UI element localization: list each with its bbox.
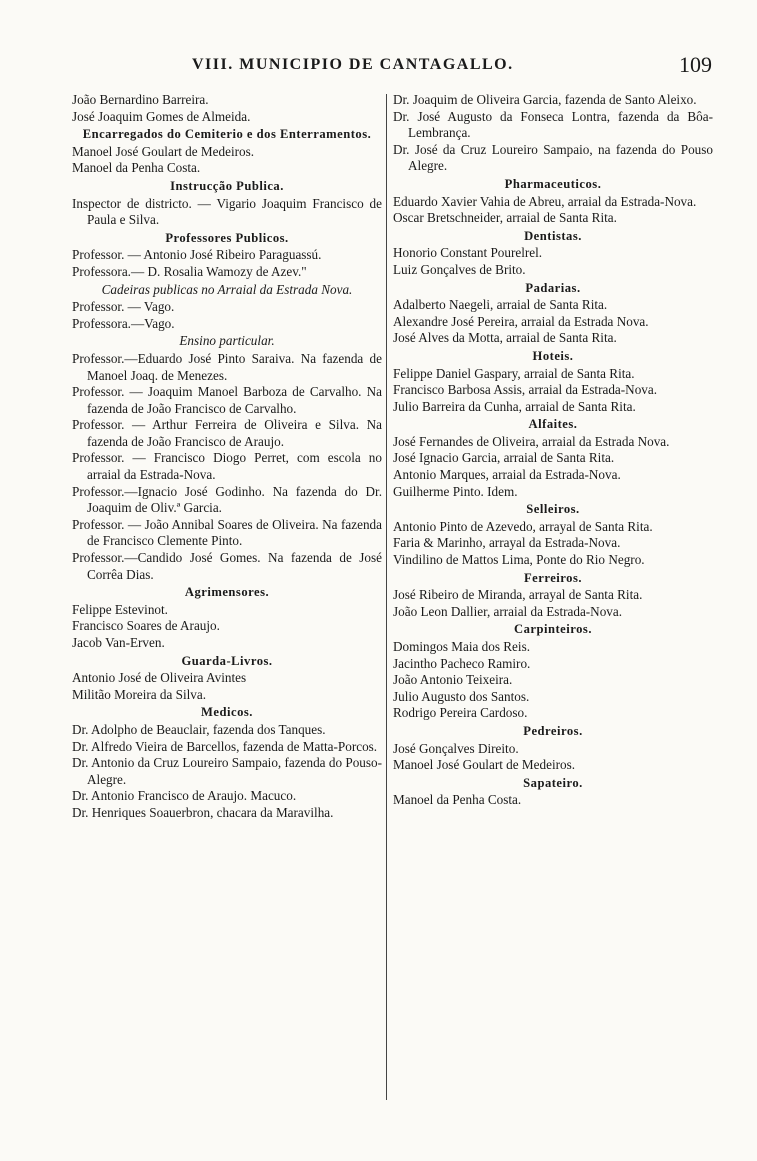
directory-entry: Faria & Marinho, arrayal da Estrada-Nova. (393, 535, 621, 551)
directory-entry: Vindilino de Mattos Lima, Ponte do Rio Negro. (393, 552, 645, 568)
directory-entry: Manoel José Goulart de Medeiros. (72, 143, 255, 159)
directory-entry: Alexandre José Pereira, arraial da Estrada Nova. (393, 313, 649, 329)
right-column (393, 92, 713, 809)
directory-entry: Luiz Gonçalves de Brito. (393, 261, 526, 277)
directory-entry: Antonio Marques, arraial da Estrada-Nova. (393, 467, 621, 483)
directory-entry: Manoel José Goulart de Medeiros. (393, 757, 576, 773)
directory-entry: Julio Augusto dos Santos. (393, 688, 530, 704)
directory-entry: Dr. Alfredo Vieira de Barcellos, fazenda de Matta-Porcos. (72, 738, 378, 754)
directory-entry: Dr. Henriques Soauerbron, chacara da Maravilha. (72, 804, 334, 820)
section-heading: Agrimensores. (184, 585, 270, 600)
directory-entry: Professor.—Eduardo José Pinto Saraiva. Na fazenda de Manoel Joaq. de Menezes. (72, 350, 382, 383)
directory-entry: Guilherme Pinto. Idem. (393, 483, 518, 499)
directory-entry: Manoel da Penha Costa. (393, 792, 522, 808)
directory-entry: Jacob Van-Erven. (72, 635, 165, 650)
section-subheading: Ensino particular. (179, 333, 275, 349)
directory-entry: Julio Barreira da Cunha, arraial de Santa Rita. (393, 398, 636, 414)
directory-entry: Adalberto Naegeli, arraial de Santa Rita. (393, 297, 608, 313)
page-header (72, 52, 712, 82)
column-divider (386, 94, 387, 1100)
directory-entry: João Leon Dallier, arraial da Estrada-Nova. (393, 603, 623, 619)
section-heading: Dentistas. (524, 228, 582, 243)
directory-entry: Dr. José Augusto da Fonseca Lontra, fazenda da Bôa-Lembrança. (393, 108, 713, 141)
section-heading: Professores Publicos. (165, 230, 289, 245)
page-title: VIII. MUNICIPIO DE CANTAGALLO. (192, 56, 514, 73)
directory-entry: Professor.—Ignacio José Godinho. Na fazenda do Dr. Joaquim de Oliv.ª Garcia. (72, 483, 382, 516)
directory-entry: Rodrigo Pereira Cardoso. (393, 705, 528, 721)
section-heading: Selleiros. (526, 502, 580, 517)
directory-entry: Antonio Pinto de Azevedo, arrayal de Santa Rita. (393, 518, 653, 534)
section-heading: Medicos. (201, 705, 253, 720)
directory-entry: José Ribeiro de Miranda, arrayal de Santa Rita. (393, 587, 643, 603)
section-heading: Hoteis. (532, 348, 574, 363)
section-heading: Pharmaceuticos. (504, 176, 602, 191)
section-heading: Ferreiros. (523, 570, 583, 585)
directory-entry: Professor. — Francisco Diogo Perret, com escola no arraial da Estrada-Nova. (72, 450, 382, 483)
directory-entry: Dr. Antonio Francisco de Araujo. Macuco. (72, 788, 297, 804)
section-heading: Alfaites. (528, 417, 578, 432)
section-subheading: Cadeiras publicas no Arraial da Estrada Nova. (101, 281, 353, 297)
section-heading: Guarda-Livros. (181, 653, 273, 668)
directory-entry: Professor. — Arthur Ferreira de Oliveira e Silva. Na fazenda de João Francisco de Araujo. (72, 417, 382, 449)
directory-entry: Felippe Daniel Gaspary, arraial de Santa Rita. (393, 365, 635, 381)
directory-entry: Jacintho Pacheco Ramiro. (393, 655, 531, 671)
directory-entry: José Gonçalves Direito. (393, 740, 519, 756)
directory-entry: Professor. — João Annibal Soares de Oliveira. Na fazenda de Francisco Clemente Pinto. (72, 516, 382, 549)
directory-entry: João Bernardino Barreira. (72, 92, 209, 107)
directory-entry: Professor. — Vago. (72, 299, 175, 315)
directory-entry: João Antonio Teixeira. (393, 672, 513, 688)
section-heading: Instrucção Publica. (170, 178, 284, 193)
directory-entry: Professor. — Antonio José Ribeiro Paraguassú. (72, 247, 322, 263)
section-heading: Carpinteiros. (514, 622, 592, 637)
section-heading: Padarias. (525, 280, 581, 295)
directory-entry: José Joaquim Gomes de Almeida. (72, 108, 251, 124)
directory-entry: Francisco Barbosa Assis, arraial da Estrada-Nova. (393, 382, 658, 398)
directory-entry: Professora.—Vago. (72, 315, 175, 331)
directory-entry: Honorio Constant Pourelrel. (393, 245, 543, 261)
directory-entry: Inspector de districto. — Vigario Joaquim Francisco de Paula e Silva. (72, 195, 382, 228)
left-column (72, 92, 382, 822)
directory-entry: Dr. Adolpho de Beauclair, fazenda dos Tanques. (72, 721, 326, 737)
directory-entry: Manoel da Penha Costa. (72, 160, 201, 176)
section-heading: Sapateiro. (523, 775, 583, 790)
directory-entry: Militão Moreira da Silva. (72, 686, 207, 702)
directory-entry: Francisco Soares de Araujo. (72, 618, 220, 634)
directory-entry: Dr. José da Cruz Loureiro Sampaio, na fazenda do Pouso Alegre. (393, 141, 713, 174)
page-number: 109 (679, 52, 712, 77)
directory-entry: Oscar Bretschneider, arraial de Santa Rita. (393, 210, 617, 226)
directory-entry: Dr. Antonio da Cruz Loureiro Sampaio, fazenda do Pouso-Alegre. (72, 755, 382, 787)
directory-entry: José Alves da Motta, arraial de Santa Rita. (393, 330, 617, 346)
directory-entry: Professora.— D. Rosalia Wamozy de Azev." (72, 263, 307, 279)
directory-entry: Professor.—Candido José Gomes. Na fazenda de José Corrêa Dias. (72, 550, 382, 582)
directory-entry: Dr. Joaquim de Oliveira Garcia, fazenda de Santo Aleixo. (393, 92, 697, 107)
directory-entry: Antonio José de Oliveira Avintes (72, 670, 247, 686)
directory-entry: Professor. — Joaquim Manoel Barboza de Carvalho. Na fazenda de João Francisco de Carvalho. (72, 384, 382, 416)
directory-entry: Felippe Estevinot. (72, 601, 168, 617)
directory-entry: Domingos Maia dos Reis. (393, 639, 531, 654)
directory-entry: José Ignacio Garcia, arraial de Santa Rita. (393, 450, 615, 466)
section-heading: Pedreiros. (523, 723, 583, 738)
directory-entry: Eduardo Xavier Vahia de Abreu, arraial da Estrada-Nova. (393, 193, 697, 209)
directory-entry: José Fernandes de Oliveira, arraial da Estrada Nova. (393, 433, 670, 449)
section-heading: Encarregados do Cemiterio e dos Enterramentos. (82, 127, 372, 142)
